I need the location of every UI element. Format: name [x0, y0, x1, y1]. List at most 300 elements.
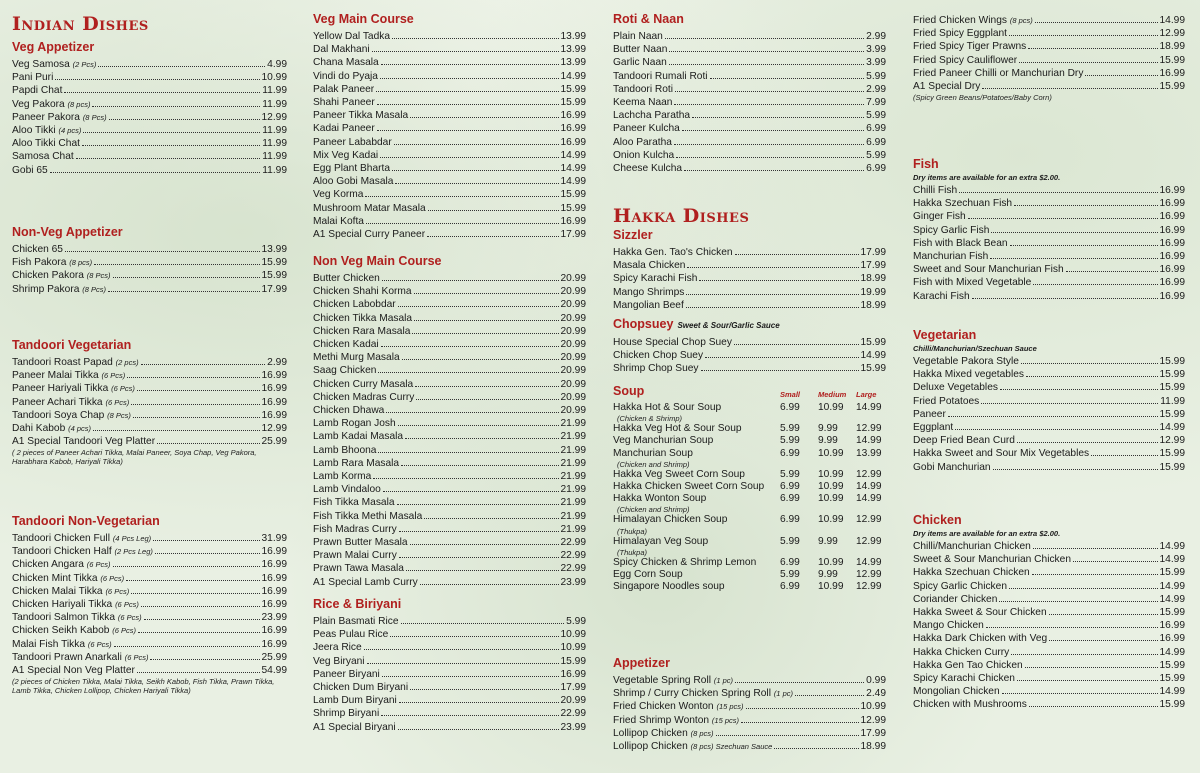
menu-item-name: Chana Masala: [313, 57, 379, 69]
menu-item: [613, 56, 886, 69]
dot-leader: [674, 96, 864, 105]
menu-item-name: Hakka Mixed vegetables: [913, 369, 1024, 381]
menu-item-name: Tandoori Roti: [613, 83, 674, 95]
dot-leader: [381, 338, 559, 347]
dot-leader: [108, 283, 260, 292]
roti-section: [613, 12, 886, 175]
menu-item: [613, 246, 886, 259]
menu-item-name: Lamb Vindaloo: [313, 484, 381, 496]
menu-item-price: 20.99: [560, 695, 586, 707]
soup-price-large: 14.99: [856, 481, 882, 493]
menu-item-name: Gobi Manchurian: [913, 461, 991, 473]
menu-item: [913, 368, 1185, 381]
menu-item: [12, 558, 287, 571]
dot-leader: [948, 408, 1158, 417]
section-title: Sizzler: [613, 228, 653, 242]
dot-leader: [98, 58, 265, 67]
menu-item-name: Paneer Hariyali Tikka (6 Pcs): [12, 383, 135, 395]
menu-item-price: 21.99: [560, 431, 586, 443]
soup-description: (Thukpa): [617, 526, 648, 536]
menu-item-name: Gobi 65: [12, 164, 48, 176]
dot-leader: [64, 84, 260, 93]
menu-item-name: Malai Fish Tikka (6 Pcs): [12, 638, 112, 650]
menu-item: [913, 632, 1185, 645]
menu-item-name: Mango Chicken: [913, 620, 984, 632]
menu-item-name: Plain Naan: [613, 31, 663, 42]
menu-item: [913, 263, 1185, 276]
menu-item: [313, 378, 586, 391]
menu-item: [613, 362, 886, 375]
dot-leader: [401, 457, 558, 466]
menu-item-price: 20.99: [560, 365, 586, 377]
menu-item-name: Veg Pakora (8 pcs): [12, 98, 91, 110]
menu-item-price: 11.99: [262, 98, 287, 110]
dot-leader: [65, 243, 260, 252]
menu-item-qty: (1 pc): [773, 689, 793, 699]
dot-leader: [415, 378, 558, 387]
menu-item-qty: (6 Pcs): [112, 626, 137, 636]
menu-item-qty: (1 pc): [713, 676, 733, 685]
menu-item-name: Chicken Chop Suey: [613, 350, 704, 362]
menu-item: [12, 422, 287, 435]
menu-item: [313, 272, 586, 285]
menu-item: [313, 43, 586, 56]
hakka-dishes-title: Hakka Dishes: [613, 205, 750, 227]
menu-item-price: 4.99: [267, 59, 287, 70]
menu-item-price: 22.99: [560, 563, 586, 575]
dot-leader: [398, 721, 559, 730]
menu-item-price: 3.99: [866, 57, 886, 69]
menu-item-price: 0.99: [866, 675, 886, 686]
dot-leader: [410, 109, 558, 118]
menu-item-price: 15.99: [1159, 673, 1185, 685]
menu-item-name: Plain Basmati Rice: [313, 616, 399, 627]
menu-item: [913, 540, 1185, 553]
menu-item: [913, 461, 1185, 474]
menu-item: [313, 404, 586, 417]
menu-item-name: Chicken Madras Curry: [313, 391, 415, 403]
dot-leader: [141, 356, 266, 365]
dot-leader: [137, 382, 260, 391]
menu-item: [913, 580, 1185, 593]
dot-leader: [1011, 646, 1157, 655]
menu-item: [313, 721, 586, 734]
dot-leader: [113, 269, 260, 278]
menu-item: [12, 435, 287, 448]
menu-item-price: 12.99: [261, 111, 287, 123]
menu-item: [313, 668, 586, 681]
menu-item-name: Chicken Rara Masala: [313, 325, 411, 337]
menu-item: [913, 54, 1185, 67]
menu-item: [12, 98, 287, 111]
menu-item: [613, 727, 886, 740]
menu-item-name: Chicken Hariyali Tikka (6 Pcs): [12, 599, 139, 611]
menu-item-price: 6.99: [866, 136, 886, 148]
menu-item: [12, 396, 287, 409]
menu-item: [12, 58, 287, 71]
menu-item-name: Tandoori Prawn Anarkali (6 Pcs): [12, 651, 149, 663]
menu-item-price: 21.99: [560, 510, 586, 522]
menu-item-qty: (6 Pcs): [111, 384, 135, 394]
menu-item-price: 15.99: [1159, 607, 1185, 619]
section-title: Appetizer: [613, 656, 670, 670]
menu-item-name: Aloo Gobi Masala: [313, 176, 394, 188]
menu-item-price: 19.99: [860, 286, 886, 298]
menu-item-price: 15.99: [1159, 54, 1185, 66]
soup-price-medium: 10.99: [818, 514, 844, 526]
platter-description: ( 2 pieces of Paneer Achari Tikka, Malai Paneer, Soya Chap, Veg Pakora, Harabhara Kabob, Hariyali Tikka): [12, 448, 257, 467]
menu-item-price: 20.99: [560, 378, 586, 390]
dot-leader: [1033, 540, 1158, 549]
menu-item-name: Ginger Fish: [913, 211, 966, 223]
dot-leader: [746, 700, 859, 709]
menu-item-price: 15.99: [560, 189, 586, 201]
soup-price-medium: 10.99: [818, 468, 844, 480]
soup-price-small: 6.99: [780, 581, 800, 593]
menu-item-name: Hakka Chicken Curry: [913, 646, 1010, 658]
menu-item-price: 15.99: [1159, 699, 1185, 711]
menu-item: [313, 136, 586, 149]
menu-item-name: Lollipop Chicken (8 pcs) Szechuan Sauce: [613, 741, 773, 753]
menu-item-name: Lachcha Paratha: [613, 110, 691, 122]
menu-item: [313, 122, 586, 135]
menu-item-qty: (8 Pcs): [82, 284, 106, 294]
menu-item-price: 16.99: [261, 599, 287, 611]
menu-item-name: Paneer Malai Tikka (6 Pcs): [12, 370, 126, 382]
soup-item: [613, 423, 886, 435]
menu-item-name: Jeera Rice: [313, 642, 362, 654]
menu-item-price: 14.99: [1159, 541, 1185, 552]
menu-item-name: Onion Kulcha: [613, 149, 675, 161]
menu-item-price: 22.99: [560, 708, 586, 720]
menu-item-price: 14.99: [1159, 554, 1185, 566]
menu-item-price: 17.99: [261, 283, 287, 295]
dot-leader: [1026, 368, 1158, 377]
menu-item: [12, 356, 287, 369]
menu-item-price: 18.99: [860, 299, 886, 311]
menu-item-price: 20.99: [560, 299, 586, 311]
section-title: Non-Veg Appetizer: [12, 225, 123, 239]
dot-leader: [144, 611, 260, 620]
soup-price-small: 6.99: [780, 481, 800, 493]
menu-item: [12, 598, 287, 611]
menu-item-price: 15.99: [261, 270, 287, 282]
dot-leader: [716, 727, 859, 736]
menu-item-price: 16.99: [1159, 237, 1185, 249]
menu-item: [12, 71, 287, 84]
menu-item-price: 14.99: [560, 163, 586, 175]
dot-leader: [999, 593, 1157, 602]
menu-item-name: Fried Potatoes: [913, 395, 980, 407]
menu-item-price: 21.99: [560, 418, 586, 430]
menu-item-name: Chilli Fish: [913, 185, 958, 196]
menu-item: [913, 67, 1185, 80]
dot-leader: [1009, 27, 1157, 36]
menu-item-price: 10.99: [261, 72, 287, 84]
menu-item-name: Lamb Kadai Masala: [313, 431, 404, 443]
dot-leader: [410, 681, 558, 690]
menu-item: [313, 228, 586, 241]
soup-price-medium: 10.99: [818, 402, 844, 413]
soup-name: Hakka Veg Sweet Corn Soup: [613, 468, 745, 480]
menu-item: [913, 80, 1185, 93]
menu-item-name: Spicy Karachi Fish: [613, 273, 698, 285]
menu-item: [313, 285, 586, 298]
section-note: Dry items are available for an extra $2.00.: [913, 529, 1061, 538]
menu-item: [12, 84, 287, 97]
soup-name: Egg Corn Soup: [613, 569, 683, 581]
menu-item: [313, 70, 586, 83]
dot-leader: [386, 404, 558, 413]
menu-item-price: 15.99: [1159, 448, 1185, 460]
menu-item-price: 18.99: [860, 273, 886, 285]
menu-item: [12, 256, 287, 269]
menu-item-name: Chicken Seikh Kabob (6 Pcs): [12, 625, 137, 637]
tandoori-veg-section: [12, 338, 287, 466]
section-title: Fish: [913, 157, 939, 171]
menu-item: [913, 408, 1185, 421]
menu-item: [313, 83, 586, 96]
dot-leader: [1019, 54, 1157, 63]
menu-item-name: Egg Plant Bharta: [313, 163, 391, 175]
menu-item-qty: (8 Pcs): [107, 410, 131, 420]
dot-leader: [676, 149, 864, 158]
menu-item: [613, 30, 886, 43]
menu-item-price: 17.99: [860, 260, 886, 272]
menu-item-price: 16.99: [261, 370, 287, 382]
dot-leader: [1029, 698, 1158, 707]
menu-item: [12, 572, 287, 585]
menu-item-price: 12.99: [1159, 28, 1185, 40]
menu-item-name: Aloo Paratha: [613, 136, 672, 148]
menu-item-price: 10.99: [860, 701, 886, 713]
dot-leader: [376, 83, 558, 92]
menu-item-name: A1 Special Tandoori Veg Platter: [12, 436, 156, 448]
menu-item-name: Lamb Bhoona: [313, 444, 377, 456]
indian-dishes-title: Indian Dishes: [12, 13, 149, 35]
soup-name: Singapore Noodles soup: [613, 581, 725, 593]
menu-item-name: Chicken Angara (6 Pcs): [12, 559, 111, 571]
dot-leader: [113, 558, 260, 567]
dot-leader: [150, 651, 259, 660]
menu-item: [313, 417, 586, 430]
dot-leader: [986, 619, 1158, 628]
menu-item-price: 15.99: [560, 655, 586, 667]
menu-item-name: House Special Chop Suey: [613, 337, 732, 348]
menu-item: [313, 364, 586, 377]
dot-leader: [686, 299, 859, 308]
section-title: Rice & Biriyani: [313, 597, 402, 611]
menu-item-name: Garlic Naan: [613, 57, 667, 69]
chopsuey-section: [613, 317, 886, 376]
dot-leader: [383, 483, 559, 492]
dot-leader: [1085, 67, 1157, 76]
dot-leader: [114, 638, 260, 647]
tandoori-nonveg-section: [12, 514, 287, 695]
menu-item-price: 16.99: [1159, 224, 1185, 236]
menu-item-name: Hakka Sweet and Sour Mix Vegetables: [913, 448, 1090, 460]
dot-leader: [774, 740, 858, 749]
soup-price-large: 12.99: [856, 423, 882, 435]
menu-item-name: Chicken Tikka Masala: [313, 312, 413, 324]
menu-item-price: 16.99: [261, 383, 287, 395]
menu-item-price: 15.99: [261, 257, 287, 269]
menu-item-price: 25.99: [261, 436, 287, 448]
menu-item-name: A1 Special Non Veg Platter: [12, 665, 135, 677]
menu-item-name: Mix Veg Kadai: [313, 149, 379, 161]
soup-item: [613, 569, 886, 581]
soup-item: [613, 402, 886, 423]
menu-item-price: 13.99: [261, 244, 287, 255]
soup-price-large: 14.99: [856, 556, 882, 568]
menu-item-price: 16.99: [1159, 277, 1185, 289]
menu-item-price: 12.99: [860, 714, 886, 726]
menu-item-price: 2.99: [866, 83, 886, 95]
soup-price-small: 5.99: [780, 423, 800, 435]
menu-item-name: Chicken with Mushrooms: [913, 699, 1027, 711]
menu-item-name: Aloo Tikki Chat: [12, 138, 80, 150]
menu-item: [913, 698, 1185, 711]
menu-item: [613, 740, 886, 753]
menu-item: [913, 14, 1185, 27]
menu-item-name: Chicken Malai Tikka (6 Pcs): [12, 585, 130, 597]
menu-item-price: 15.99: [1159, 461, 1185, 473]
menu-item: [613, 122, 886, 135]
menu-item-qty: (4 pcs): [58, 126, 82, 136]
menu-item-price: 21.99: [560, 444, 586, 456]
menu-item-name: Spicy Karachi Chicken: [913, 673, 1015, 685]
soup-price-medium: 10.99: [818, 556, 844, 568]
menu-item: [613, 714, 886, 727]
chicken-section: [913, 513, 1185, 712]
menu-item-name: Fish with Mixed Vegetable: [913, 277, 1032, 289]
section-title: Tandoori Vegetarian: [12, 338, 132, 352]
menu-item-price: 16.99: [560, 668, 586, 680]
menu-item-price: 16.99: [1159, 67, 1185, 79]
menu-item-price: 2.99: [866, 31, 886, 42]
menu-item-price: 11.99: [262, 85, 287, 97]
menu-item-name: Cheese Kulcha: [613, 163, 683, 175]
menu-item: [313, 523, 586, 536]
menu-item-name: Samosa Chat: [12, 151, 74, 163]
dot-leader: [692, 109, 864, 118]
menu-item: [613, 162, 886, 175]
menu-item-price: 31.99: [261, 533, 287, 544]
menu-item: [12, 124, 287, 137]
menu-item: [913, 237, 1185, 250]
menu-item-price: 14.99: [1159, 686, 1185, 698]
menu-item-name: Mongolian Chicken: [913, 686, 1000, 698]
menu-item: [913, 593, 1185, 606]
dot-leader: [82, 137, 260, 146]
menu-item: [12, 369, 287, 382]
menu-item-price: 17.99: [860, 247, 886, 258]
dot-leader: [398, 417, 559, 426]
menu-item: [613, 286, 886, 299]
dot-leader: [427, 228, 558, 237]
soup-price-large: 12.99: [856, 535, 882, 547]
menu-item-qty: (6 Pcs): [115, 600, 139, 610]
dot-leader: [955, 421, 1157, 430]
soup-description: (Chicken and Shrimp): [617, 459, 690, 469]
menu-item-qty: (4 pcs): [68, 424, 92, 434]
menu-item-name: Mangolian Beef: [613, 299, 684, 311]
soup-description: (Thukpa): [617, 547, 648, 557]
dot-leader: [94, 256, 259, 265]
menu-item: [613, 272, 886, 285]
menu-item-price: 16.99: [560, 215, 586, 227]
menu-item-price: 14.99: [1159, 422, 1185, 434]
menu-item-price: 16.99: [560, 136, 586, 148]
soup-price-small: 5.99: [780, 535, 800, 547]
menu-item: [913, 566, 1185, 579]
dot-leader: [138, 624, 259, 633]
menu-item: [313, 30, 586, 43]
menu-item-price: 16.99: [1159, 198, 1185, 210]
menu-item-name: Vindi do Pyaja: [313, 70, 378, 82]
dot-leader: [377, 122, 559, 131]
dot-leader: [126, 572, 259, 581]
menu-item-name: Lamb Rogan Josh: [313, 418, 396, 430]
dot-leader: [734, 336, 859, 345]
menu-item-name: Peas Pulau Rice: [313, 629, 389, 641]
menu-item-name: Kadai Paneer: [313, 123, 375, 135]
menu-item-price: 16.99: [261, 572, 287, 584]
menu-item-price: 14.99: [560, 70, 586, 82]
dot-leader: [687, 259, 858, 268]
dot-leader: [669, 56, 864, 65]
menu-item: [613, 83, 886, 96]
section-title: Veg Main Course: [313, 12, 414, 26]
menu-item-name: Tandoori Chicken Full (4 Pcs Leg): [12, 533, 152, 544]
dot-leader: [392, 162, 558, 171]
menu-item-name: Eggplant: [913, 422, 954, 434]
section-title: Tandoori Non-Vegetarian: [12, 514, 160, 528]
menu-item-name: Fried Spicy Tiger Prawns: [913, 41, 1027, 53]
rice-section: [313, 597, 586, 734]
menu-item-name: Paneer Lababdar: [313, 136, 392, 148]
menu-item: [613, 674, 886, 687]
menu-item: [313, 707, 586, 720]
menu-item-qty: (6 Pcs): [87, 639, 112, 649]
menu-item-name: Prawn Butter Masala: [313, 537, 408, 549]
soup-price-small: 5.99: [780, 435, 800, 447]
menu-item-price: 15.99: [1159, 408, 1185, 420]
menu-item-name: Hakka Szechuan Fish: [913, 198, 1013, 210]
menu-item-name: Methi Murg Masala: [313, 352, 400, 364]
menu-item: [12, 611, 287, 624]
soup-name: Himalayan Veg Soup: [613, 535, 709, 547]
dot-leader: [674, 136, 864, 145]
menu-item-price: 16.99: [261, 638, 287, 650]
dot-leader: [399, 523, 559, 532]
menu-item: [313, 549, 586, 562]
menu-item: [613, 336, 886, 349]
menu-item-price: 14.99: [1159, 593, 1185, 605]
menu-item: [313, 338, 586, 351]
menu-item: [313, 430, 586, 443]
menu-item: [613, 687, 886, 700]
dot-leader: [1049, 632, 1157, 641]
menu-item-name: Palak Paneer: [313, 83, 375, 95]
menu-item: [913, 184, 1185, 197]
menu-item-price: 7.99: [866, 97, 886, 109]
dot-leader: [1028, 40, 1157, 49]
menu-item: [12, 532, 287, 545]
menu-item-price: 20.99: [560, 273, 586, 284]
menu-item: [313, 496, 586, 509]
menu-item-price: 16.99: [560, 110, 586, 122]
